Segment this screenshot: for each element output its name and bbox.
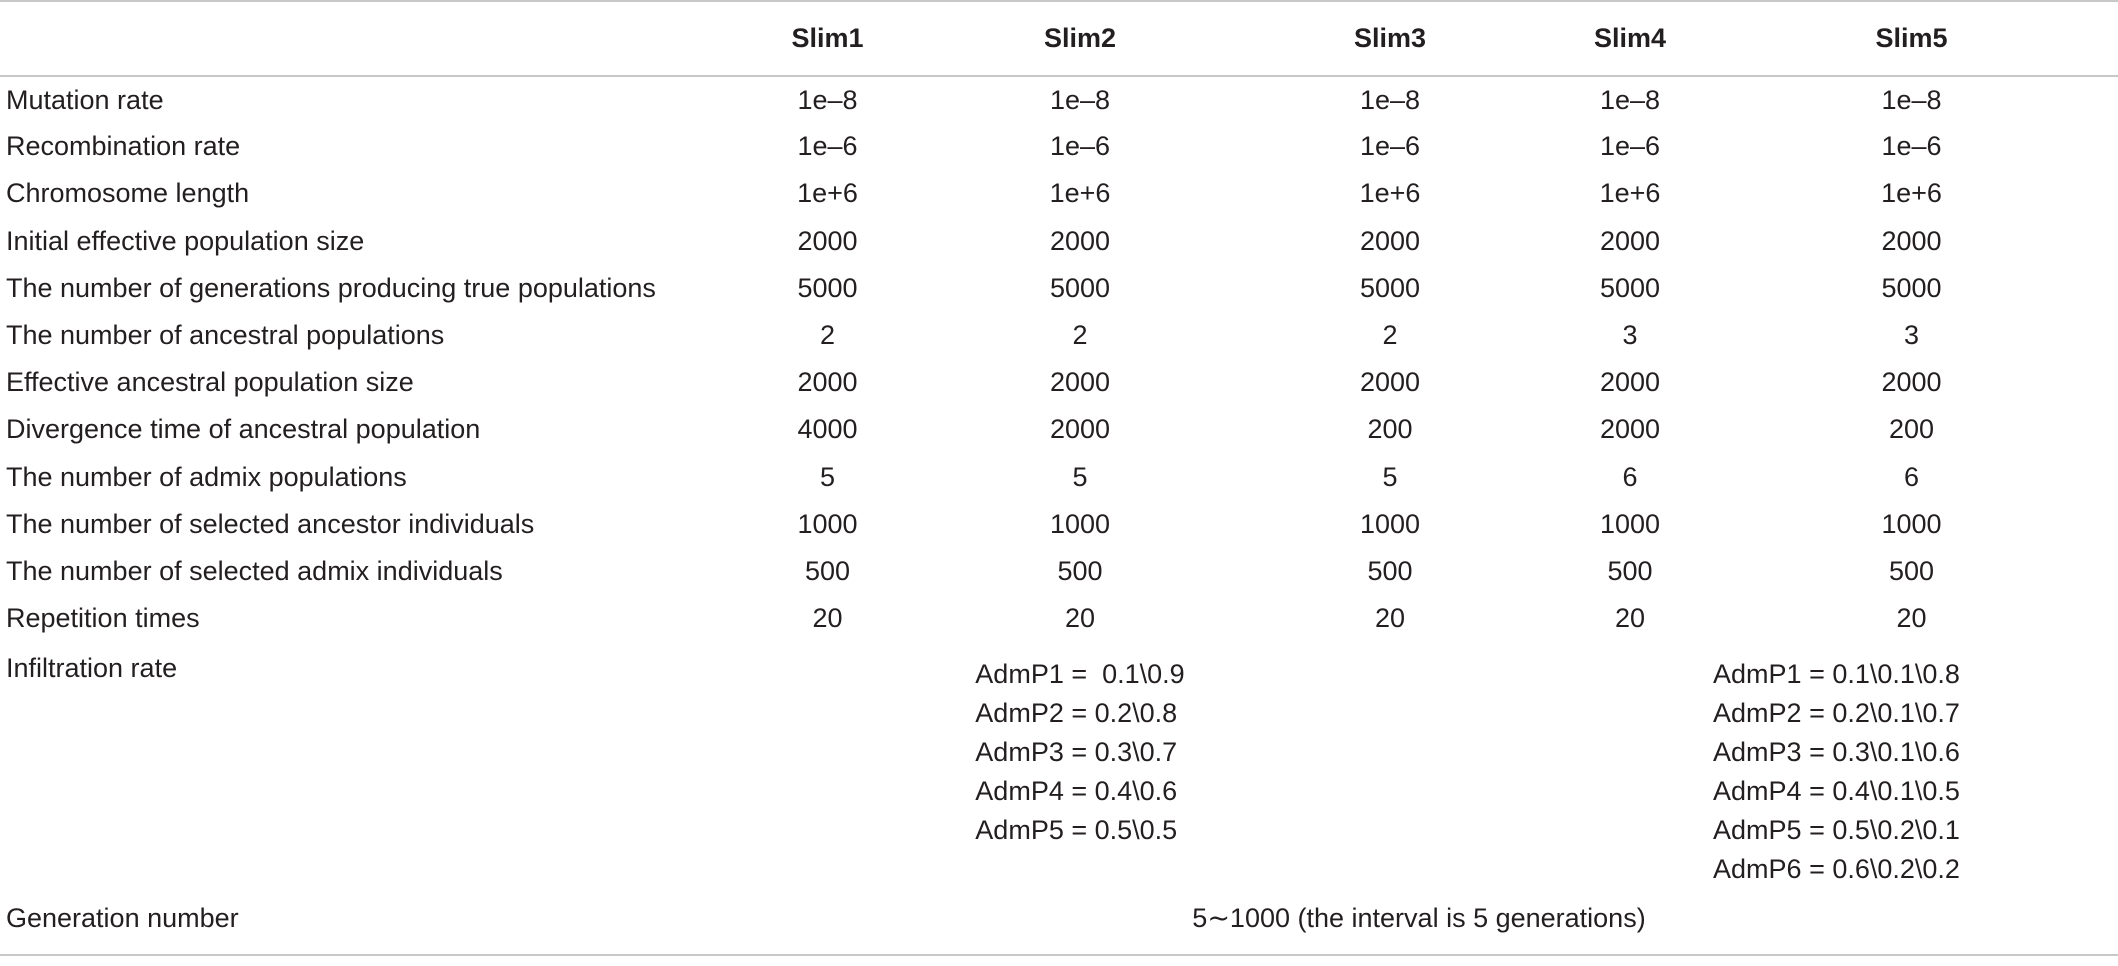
cell-slim1: 1e–8: [797, 84, 858, 115]
header-row: [0, 1, 2118, 76]
row-label: Chromosome length: [6, 178, 250, 209]
cell-slim3: 5: [1382, 461, 1398, 492]
cell-slim3: 5000: [1359, 272, 1421, 303]
cell-slim5: 2000: [1881, 367, 1942, 398]
infiltration-row: [0, 642, 2118, 889]
cell-slim2: 2000: [1049, 367, 1111, 398]
cell-slim1: 500: [804, 555, 851, 586]
table-row: [0, 359, 2118, 406]
cell-slim2: 1e+6: [1049, 178, 1111, 209]
infiltration-line: AdmP1 = 0.1\0.1\0.8: [1713, 659, 1960, 690]
header-slim3: Slim3: [1353, 23, 1427, 53]
cell-slim2: 500: [1057, 555, 1103, 586]
header-slim2: Slim2: [1043, 23, 1117, 53]
cell-slim4: 3: [1622, 320, 1638, 351]
infiltration-slim2-list: [975, 655, 1184, 850]
row-label: The number of selected ancestor individuals: [6, 508, 535, 539]
cell-slim5: 6: [1903, 461, 1920, 492]
row-label: Mutation rate: [6, 84, 164, 115]
infiltration-line: AdmP6 = 0.6\0.2\0.2: [1713, 854, 1960, 885]
row-label: The number of admix populations: [6, 461, 407, 492]
cell-slim5: 3: [1903, 320, 1920, 351]
cell-slim1: 5000: [797, 272, 858, 303]
cell-slim4: 5000: [1599, 272, 1661, 303]
cell-slim4: 2000: [1599, 414, 1661, 445]
infiltration-slim4-5-cell: [1555, 642, 2118, 889]
infiltration-slim2-cell: [935, 642, 1225, 889]
table-row: [0, 123, 2118, 170]
header-parameter: [0, 1, 720, 76]
table-row: [0, 170, 2118, 217]
infiltration-line: AdmP3 = 0.3\0.7: [975, 737, 1178, 768]
cell-slim4: 1e–6: [1599, 131, 1661, 162]
infiltration-line: AdmP5 = 0.5\0.5: [975, 815, 1178, 846]
cell-slim3: 200: [1367, 414, 1413, 445]
cell-slim3: 1e–8: [1359, 84, 1421, 115]
cell-slim1: 2: [819, 320, 836, 351]
table-row: [0, 265, 2118, 312]
cell-slim1: 1000: [797, 508, 858, 539]
cell-slim4: 1e–8: [1599, 84, 1661, 115]
header-slim1: Slim1: [791, 23, 864, 53]
row-label: The number of selected admix individuals: [6, 555, 503, 586]
table-row: [0, 218, 2118, 265]
cell-slim4: 2000: [1599, 367, 1661, 398]
table-row: [0, 595, 2118, 642]
header-slim4: Slim4: [1593, 23, 1667, 53]
row-label: Initial effective population size: [6, 225, 365, 256]
cell-slim3: 2: [1382, 320, 1398, 351]
cell-slim1: 20: [812, 603, 843, 634]
infiltration-line: AdmP3 = 0.3\0.1\0.6: [1713, 737, 1960, 768]
cell-slim5: 500: [1888, 555, 1935, 586]
cell-slim5: 2000: [1881, 225, 1942, 256]
cell-slim3: 1e–6: [1359, 131, 1421, 162]
row-label: Generation number: [6, 903, 239, 934]
row-label: Repetition times: [6, 603, 200, 634]
cell-slim5: 1e+6: [1881, 178, 1942, 209]
cell-slim2: 5: [1072, 461, 1088, 492]
cell-slim2: 20: [1064, 603, 1096, 634]
cell-slim5: 1000: [1881, 508, 1942, 539]
header-slim5: Slim5: [1875, 23, 1948, 53]
cell-slim2: 5000: [1049, 272, 1111, 303]
cell-slim5: 20: [1896, 603, 1927, 634]
cell-slim1: 4000: [797, 414, 858, 445]
row-label: Recombination rate: [6, 131, 241, 162]
cell-slim5: 1e–6: [1881, 131, 1942, 162]
cell-slim4: 1000: [1599, 508, 1661, 539]
table-row: [0, 406, 2118, 453]
cell-slim3: 1e+6: [1359, 178, 1421, 209]
cell-slim2: 1e–6: [1049, 131, 1111, 162]
cell-slim1: 5: [819, 461, 836, 492]
cell-slim1: 1e–6: [797, 131, 858, 162]
infiltration-line: AdmP2 = 0.2\0.8: [975, 698, 1178, 729]
table-row: [0, 454, 2118, 501]
cell-slim2: 2000: [1049, 225, 1111, 256]
row-label: Infiltration rate: [6, 653, 178, 684]
cell-slim2: 1e–8: [1049, 84, 1111, 115]
infiltration-line: AdmP1 = 0.1\0.9: [975, 659, 1185, 690]
infiltration-line: AdmP4 = 0.4\0.6: [975, 776, 1178, 807]
table-row: [0, 312, 2118, 359]
cell-slim3: 1000: [1359, 508, 1421, 539]
row-label: The number of generations producing true populations: [6, 272, 656, 303]
table-row: [0, 76, 2118, 123]
cell-slim4: 2000: [1599, 225, 1661, 256]
cell-slim3: 20: [1374, 603, 1406, 634]
infiltration-line: AdmP5 = 0.5\0.2\0.1: [1713, 815, 1960, 846]
table-row: [0, 501, 2118, 548]
infiltration-line: AdmP4 = 0.4\0.1\0.5: [1713, 776, 1960, 807]
cell-slim4: 6: [1622, 461, 1638, 492]
cell-slim4: 500: [1607, 555, 1653, 586]
cell-slim2: 1000: [1049, 508, 1111, 539]
infiltration-line: AdmP2 = 0.2\0.1\0.7: [1713, 698, 1960, 729]
cell-slim5: 5000: [1881, 272, 1942, 303]
row-label: Divergence time of ancestral population: [6, 414, 481, 445]
generation-value: 5∼1000 (the interval is 5 generations): [1192, 903, 1646, 934]
cell-slim2: 2: [1072, 320, 1088, 351]
cell-slim5: 200: [1888, 414, 1935, 445]
row-label: Effective ancestral population size: [6, 367, 414, 398]
cell-slim1: 2000: [797, 367, 858, 398]
generation-row: [0, 889, 2118, 955]
cell-slim2: 2000: [1049, 414, 1111, 445]
cell-slim3: 2000: [1359, 225, 1421, 256]
cell-slim3: 500: [1367, 555, 1413, 586]
cell-slim4: 20: [1614, 603, 1646, 634]
row-label: The number of ancestral populations: [6, 320, 445, 351]
cell-slim1-empty: [720, 642, 935, 889]
cell-slim5: 1e–8: [1881, 84, 1942, 115]
cell-slim1: 1e+6: [797, 178, 858, 209]
cell-slim4: 1e+6: [1599, 178, 1661, 209]
table-row: [0, 548, 2118, 595]
cell-slim3-empty: [1225, 642, 1555, 889]
cell-slim3: 2000: [1359, 367, 1421, 398]
infiltration-slim4-5-list: [1713, 655, 1960, 889]
cell-slim1: 2000: [797, 225, 858, 256]
